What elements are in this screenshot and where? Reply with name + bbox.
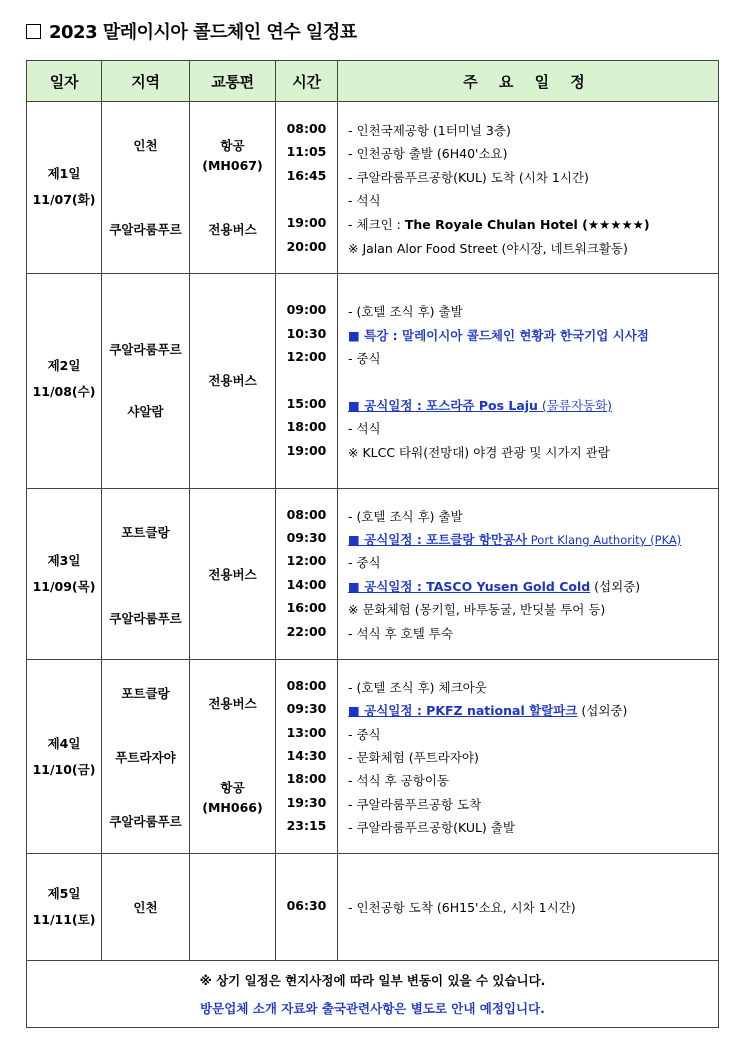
day-cell: 제3일 11/09(목) bbox=[27, 489, 102, 660]
page-title: 2023 말레이시아 콜드체인 연수 일정표 bbox=[26, 18, 357, 44]
schedule-cell: - 인천공항 도착 (6H15'소요, 시차 1시간) bbox=[338, 854, 719, 961]
note-change: ※ 상기 일정은 현지사정에 따라 일부 변동이 있을 수 있습니다. bbox=[199, 973, 546, 988]
header-date: 일자 bbox=[27, 61, 102, 102]
transport-cell: 항공 (MH067) 전용버스 bbox=[190, 102, 276, 274]
table-row bbox=[27, 854, 719, 961]
table-row bbox=[27, 660, 719, 854]
header-schedule: 주 요 일 정 bbox=[338, 61, 719, 102]
header-transport: 교통편 bbox=[190, 61, 276, 102]
region-cell: 쿠알라룸푸르 샤알람 bbox=[102, 274, 190, 489]
table-row bbox=[27, 274, 719, 489]
transport-cell: 전용버스 bbox=[190, 274, 276, 489]
header-region: 지역 bbox=[102, 61, 190, 102]
day-cell: 제5일 11/11(토) bbox=[27, 854, 102, 961]
table-row bbox=[27, 102, 719, 274]
time-cell: 08:00 09:30 12:00 14:00 16:00 22:00 bbox=[276, 489, 338, 660]
day-cell: 제2일 11/08(수) bbox=[27, 274, 102, 489]
schedule-cell: - (호텔 조식 후) 체크아웃 ■ 공식일정 : PKFZ national 할랄파크 (섭외중) - 중식 - 문화체험 (푸트라자야) - 석식 후 공항이동 - 쿠알라룸푸르공항 도착 - 쿠알라룸푸르공항(KUL) 출발 bbox=[338, 660, 719, 854]
header-time: 시간 bbox=[276, 61, 338, 102]
time-cell: 06:30 bbox=[276, 854, 338, 961]
time-cell: 09:00 10:30 12:00 15:00 18:00 19:00 bbox=[276, 274, 338, 489]
day-cell: 제4일 11/10(금) bbox=[27, 660, 102, 854]
region-cell: 포트클랑 푸트라자야 쿠알라룸푸르 bbox=[102, 660, 190, 854]
transport-cell bbox=[190, 854, 276, 961]
notes-cell bbox=[27, 961, 719, 1028]
time-cell: 08:00 11:05 16:45 19:00 20:00 bbox=[276, 102, 338, 274]
notes-row bbox=[27, 961, 719, 1028]
day-cell: 제1일 11/07(화) bbox=[27, 102, 102, 274]
region-cell: 포트클랑 쿠알라룸푸르 bbox=[102, 489, 190, 660]
note-info: 방문업체 소개 자료와 출국관련사항은 별도로 안내 예정입니다. bbox=[200, 1001, 545, 1016]
region-cell: 인천 쿠알라룸푸르 bbox=[102, 102, 190, 274]
checkbox-square-icon bbox=[26, 24, 41, 39]
region-cell: 인천 bbox=[102, 854, 190, 961]
transport-cell: 전용버스 bbox=[190, 489, 276, 660]
transport-cell: 전용버스 항공 (MH066) bbox=[190, 660, 276, 854]
schedule-cell: - (호텔 조식 후) 출발 ■ 특강 : 말레이시아 콜드체인 현황과 한국기업 시사점 - 중식 ■ 공식일정 : 포스라쥬 Pos Laju (물류자동화) - 석식 ※ KLCC 타워(전망대) 야경 관광 및 시가지 관람 bbox=[338, 274, 719, 489]
schedule-cell: - 인천국제공항 (1터미널 3층) - 인천공항 출발 (6H40'소요) - 쿠알라룸푸르공항(KUL) 도착 (시차 1시간) - 석식 - 체크인 : The Royale Chulan Hotel (★★★★★) ※ Jalan Alor Food Street (야시장, 네트워크활동) bbox=[338, 102, 719, 274]
table-row bbox=[27, 489, 719, 660]
time-cell: 08:00 09:30 13:00 14:30 18:00 19:30 23:15 bbox=[276, 660, 338, 854]
schedule-table bbox=[26, 60, 719, 1028]
schedule-cell: - (호텔 조식 후) 출발 ■ 공식일정 : 포트클랑 항만공사 Port Klang Authority (PKA) - 중식 ■ 공식일정 : TASCO Yusen Gold Cold (섭외중) ※ 문화체험 (몽키힐, 바투동굴, 반딧불 투어 등) - 석식 후 호텔 투숙 bbox=[338, 489, 719, 660]
table-header-row bbox=[27, 61, 719, 102]
